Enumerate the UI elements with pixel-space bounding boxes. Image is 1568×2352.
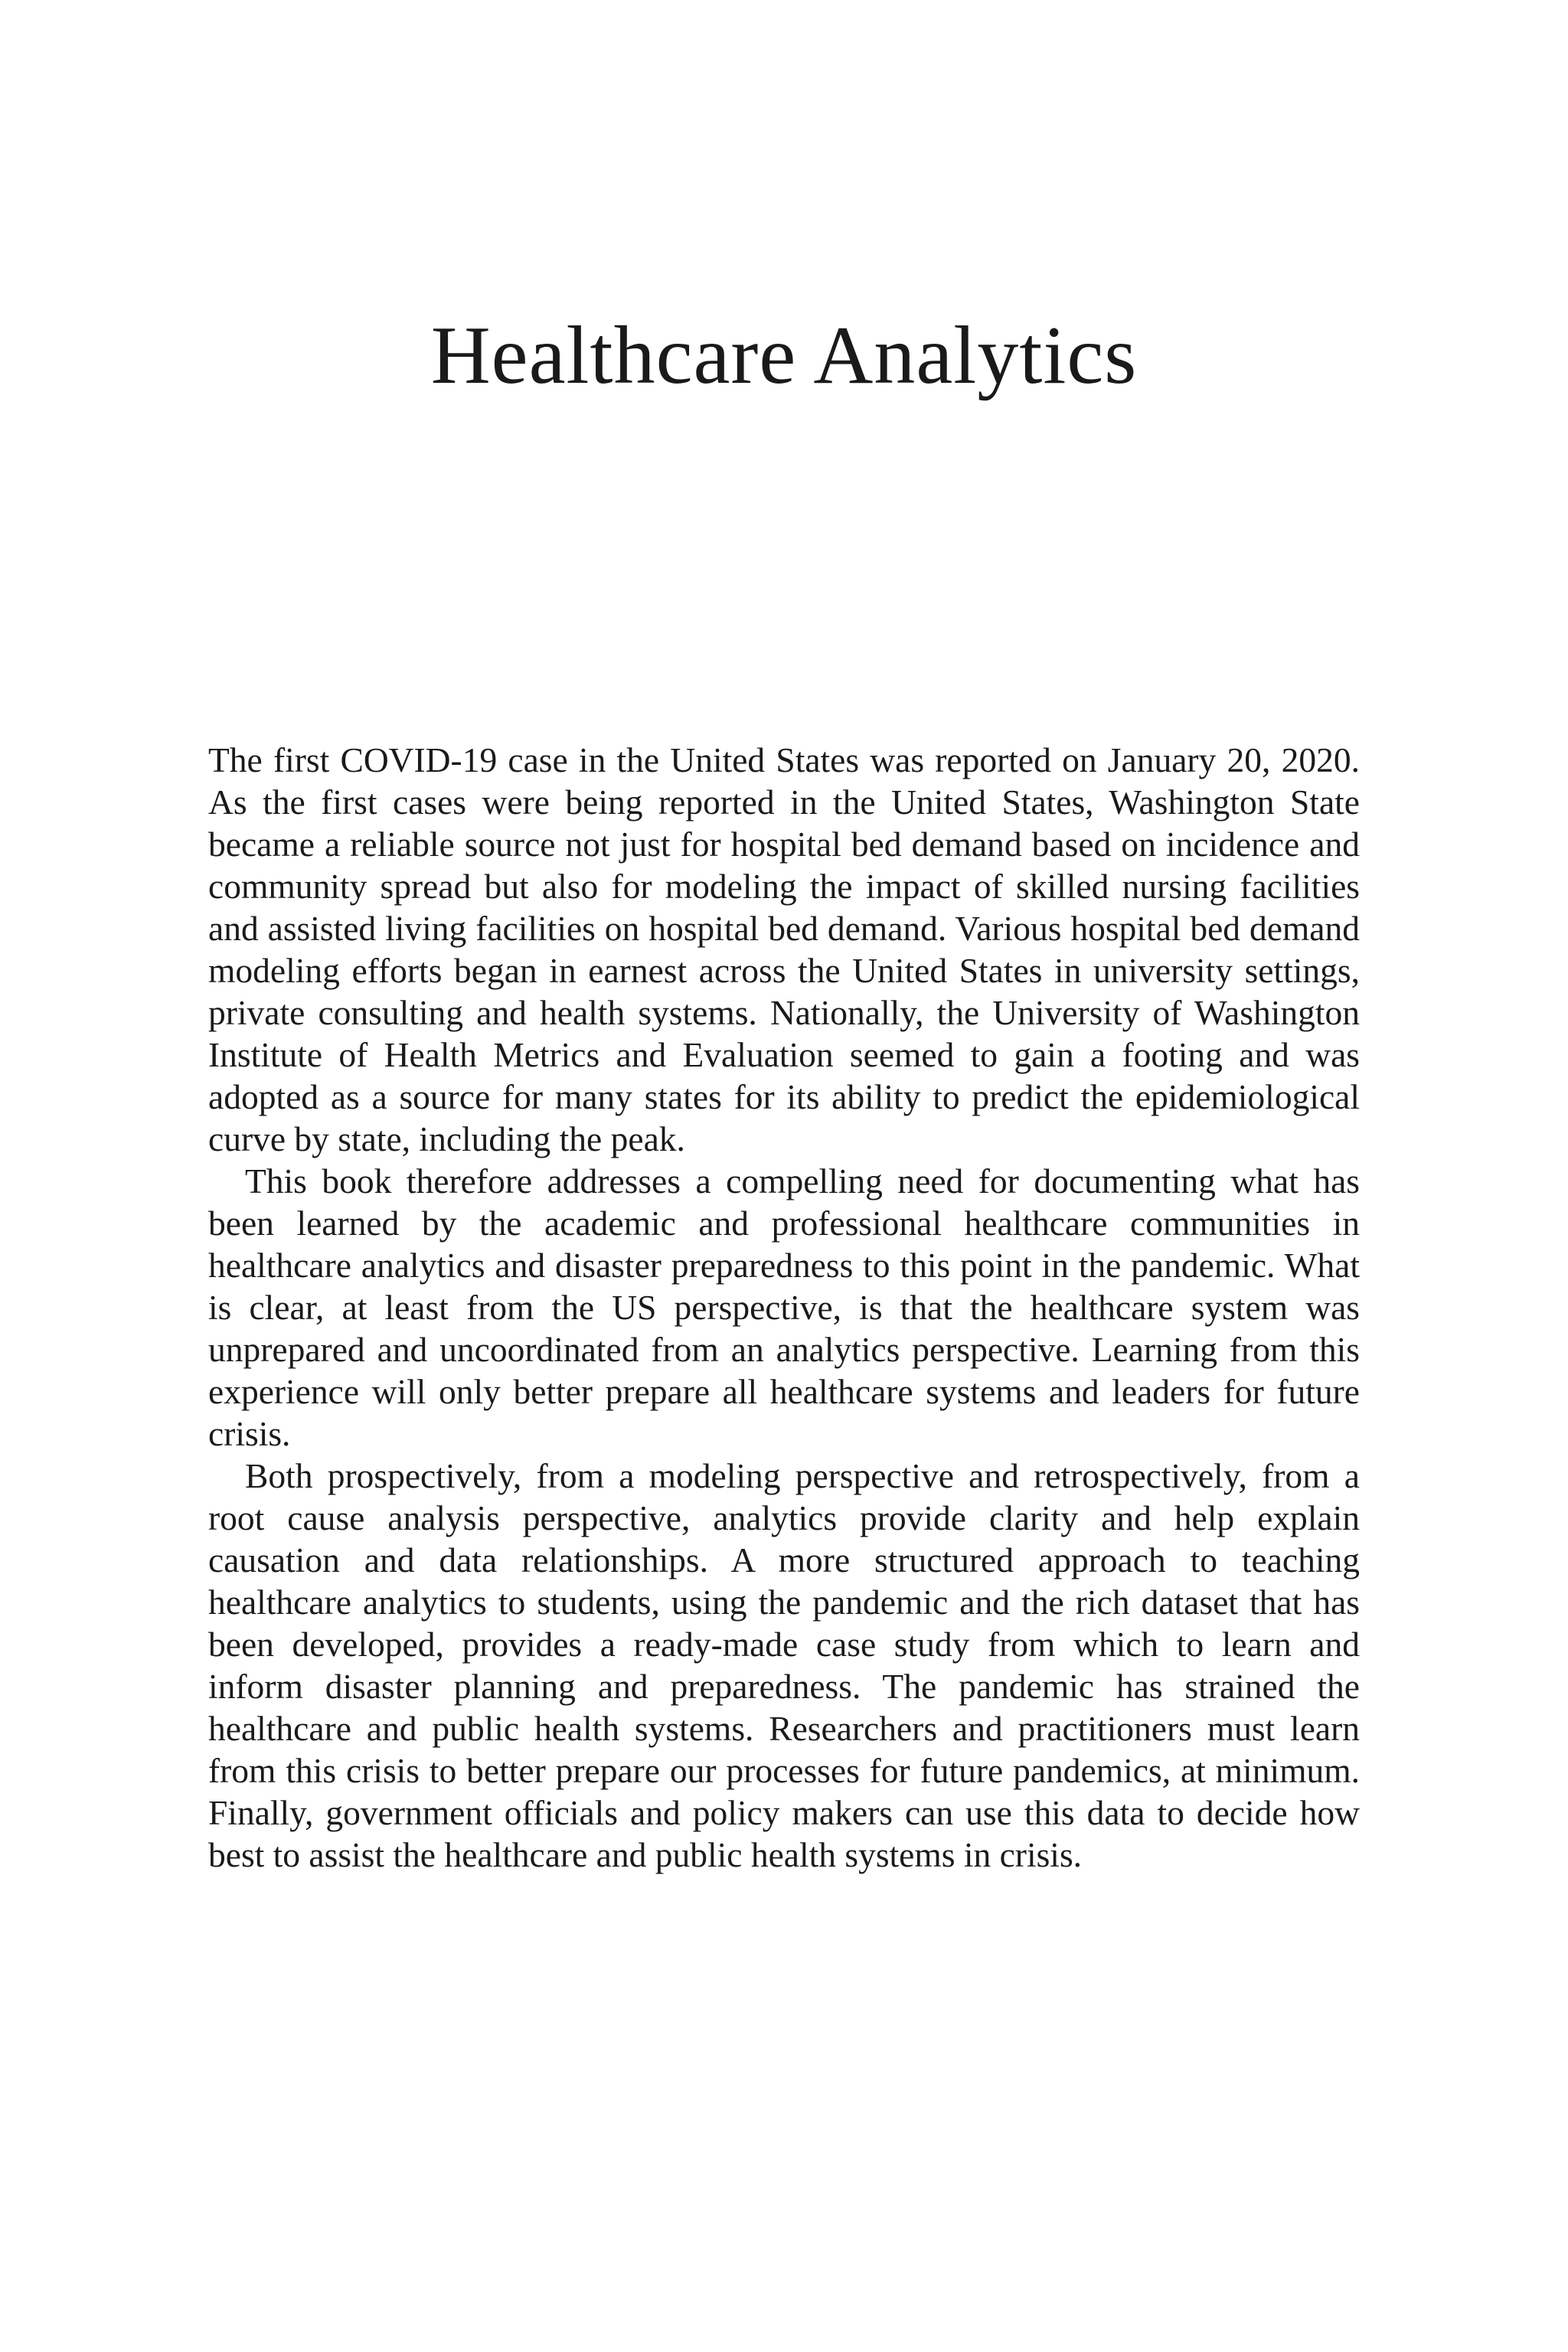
page-title: Healthcare Analytics (430, 310, 1138, 401)
paragraph-1: The first COVID-19 case in the United States was reported on January 20, 2020. As the first cases were being reported in the United States, Washington State became a reliable source not just for hospital bed demand based on incidence and community spread but also for modeling the impact of skilled nursing facilities and assisted living facilities on hospital bed demand. Various hospital bed demand modeling efforts began in earnest across the United States in university settings, private consulting and health systems. Nationally, the University of Washington Institute of Health Metrics and Evaluation seemed to gain a footing and was adopted as a source for many states for its ability to predict the epidemiological curve by state, including the peak. (208, 740, 1360, 1158)
body-text (208, 739, 1360, 1876)
paragraph-2: This book therefore addresses a compelling need for documenting what has been learned by the academic and professional healthcare communities in healthcare analytics and disaster preparedness to this point in the pandemic. What is clear, at least from the US perspective, is that the healthcare system was unprepared and uncoordinated from an analytics perspective. Learning from this experience will only better prepare all healthcare systems and leaders for future crisis. (208, 1161, 1360, 1453)
paragraph-3: Both prospectively, from a modeling perspective and retrospectively, from a root cause analysis perspective, analytics provide clarity and help explain causation and data relationships. A more structured approach to teaching healthcare analytics to students, using the pandemic and the rich dataset that has been developed, provides a ready-made case study from which to learn and inform disaster planning and preparedness. The pandemic has strained the healthcare and public health systems. Researchers and practitioners must learn from this crisis to better prepare our processes for future pandemics, at minimum. Finally, government officials and policy makers can use this data to decide how best to assist the healthcare and public health systems in crisis. (208, 1456, 1360, 1874)
